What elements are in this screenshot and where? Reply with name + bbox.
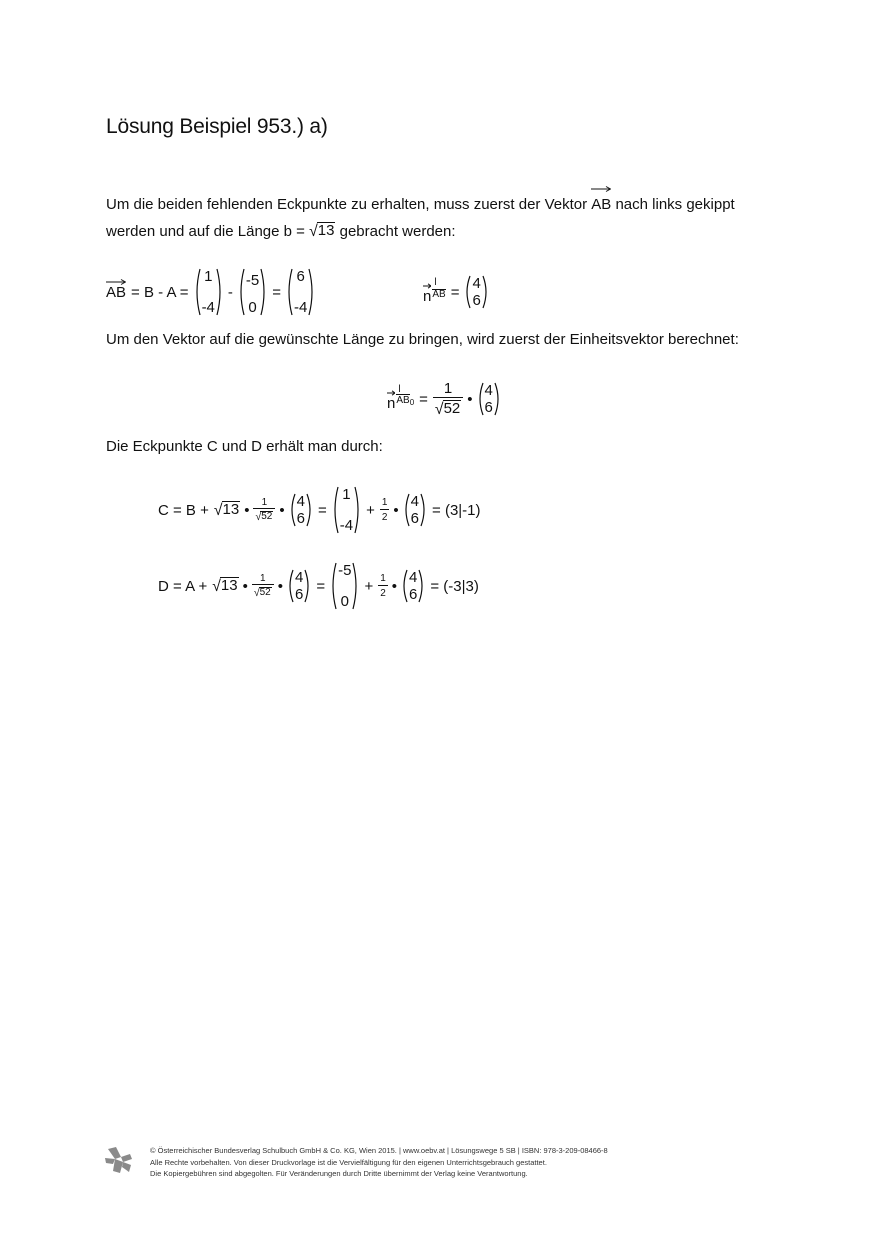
equation-unit-vector: n l $AB_0$ = 1 √ 52 • 4 6 [387, 380, 501, 418]
result-d: = (-3|3) [430, 577, 479, 595]
fraction-1-over-sqrt52: 1 √ 52 [252, 573, 274, 600]
column-vector: 4 6 [403, 493, 427, 527]
column-vector: -5 0 [330, 562, 359, 610]
footer-line-3: Die Kopiergebühren sind abgegolten. Für Veränderungen durch Dritte übernimmt der Verlag keine Verantwortung. [150, 1169, 528, 1178]
column-vector: 4 6 [287, 569, 311, 603]
column-vector: -5 0 [238, 268, 267, 316]
column-vector: 1 -4 [332, 486, 361, 534]
paragraph-corner-points: Die Eckpunkte C und D erhält man durch: [106, 438, 383, 455]
column-vector: 4 6 [464, 275, 488, 309]
intro-line-2: werden und auf die Länge b = √ 13 gebracht werden: [106, 222, 456, 240]
fraction-one-half: $\frac{1}{2}$ [381, 497, 388, 523]
footer-line-1: © Österreichischer Bundesverlag Schulbuch GmbH & Co. KG, Wien 2015. | www.oebv.at | Lösungswege 5 SB | ISBN: 978-3-209-08466-8 [150, 1146, 608, 1155]
column-vector: 1 -4 [194, 268, 223, 316]
intro-paragraph [106, 191, 735, 245]
equation-ab: AB = B - A = 1 -4 - -5 0 = 6 -4 [106, 268, 315, 316]
intro-line-1: Um die beiden fehlenden Eckpunkte zu erhalten, muss zuerst der Vektor AB nach links gekippt [106, 191, 735, 218]
fraction-1-over-sqrt52: 1 √ 52 [253, 497, 275, 524]
paragraph-unit-vector: Um den Vektor auf die gewünschte Länge zu bringen, wird zuerst der Einheitsvektor berechnet: [106, 331, 739, 348]
column-vector: 6 -4 [286, 268, 315, 316]
column-vector: 4 6 [401, 569, 425, 603]
page-title: Lösung Beispiel 953.) a) [106, 115, 328, 138]
normal-vector-symbol: n l AB [423, 276, 446, 305]
unit-normal-vector-symbol: n l $AB_0$ [387, 383, 415, 412]
equation-point-c: C = B + √ 13 • 1 √ 52 • 4 6 = 1 -4 + $\frac{1}{2}$ • 4 6 = (3|-1) [158, 486, 481, 534]
fraction-1-over-sqrt52: 1 √ 52 [433, 380, 463, 418]
vector-ab: AB [591, 191, 611, 218]
fraction-one-half: $\frac{1}{2}$ [380, 573, 386, 599]
footer-line-2: Alle Rechte vorbehalten. Von dieser Druckvorlage ist die Vervielfältigung für den eigenen Unterrichtsgebrauch gestattet. [150, 1157, 547, 1167]
column-vector: 4 6 [477, 382, 501, 416]
vector-ab-lhs: AB [106, 284, 126, 301]
sqrt-13: √ 13 [213, 501, 240, 519]
equation-point-d: D = A + √ 13 • 1 √ 52 • 4 6 = -5 0 + $\frac{1}{2}$ • 4 6 = (-3|3) [158, 562, 479, 610]
sqrt-13: √ 13 [309, 222, 335, 240]
result-c: = (3|-1) [432, 501, 481, 519]
column-vector: 4 6 [289, 493, 313, 527]
equation-normal-vector: n l AB = 4 6 [423, 275, 489, 309]
footer-copyright [150, 1145, 608, 1180]
sqrt-13: √ 13 [212, 577, 238, 595]
oebv-logo-icon [105, 1145, 135, 1175]
